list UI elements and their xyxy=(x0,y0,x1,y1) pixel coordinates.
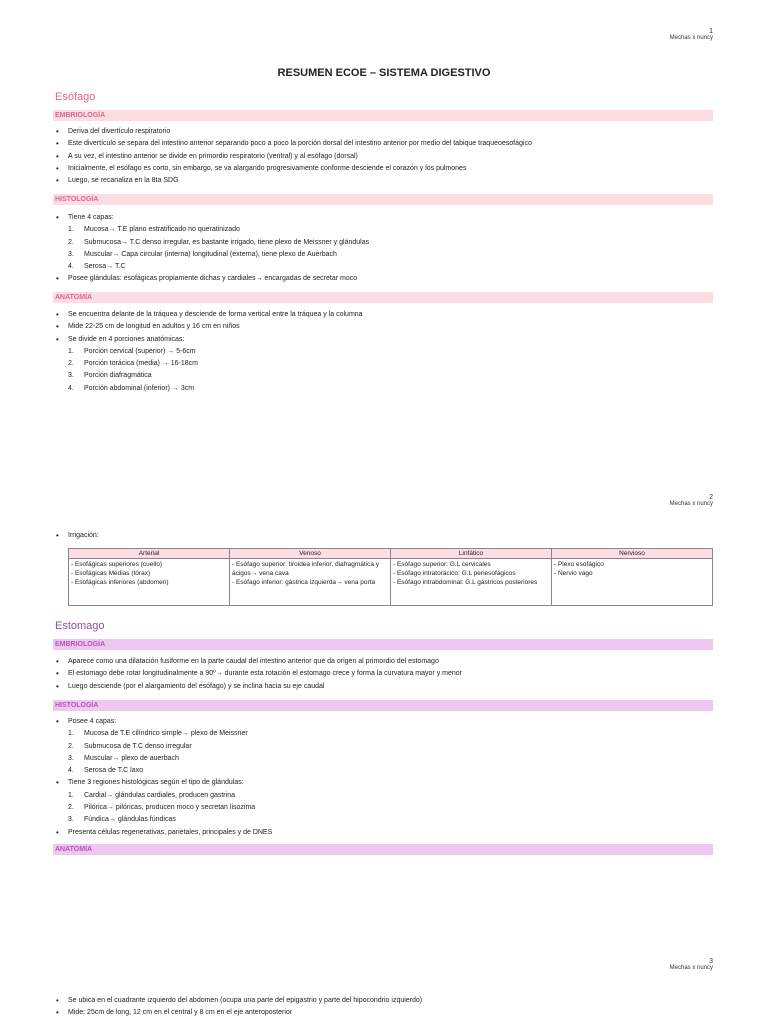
list-item: • Irrigación: xyxy=(53,530,713,542)
list-item: • El estomago debe rotar longitudinalmente a 90º→ durante esta rotación el estomago crece y forma la curvatura mayor y menor xyxy=(53,668,713,680)
table-header: Venoso xyxy=(230,549,391,559)
list-item: 3. Muscular→ plexo de auerbach xyxy=(53,753,713,765)
list-item: 1. Porción cervical (superior) → 5-6cm xyxy=(53,346,713,358)
list-item: • Se divide en 4 porciones anatómicas: xyxy=(53,334,713,346)
list-item: • Posee 4 capas: xyxy=(53,716,713,728)
list-item: 4. Serosa→ T.C xyxy=(53,261,713,273)
band-histologia: HISTOLOGÍA xyxy=(53,700,713,711)
page-author: Mechas x nuncy xyxy=(669,965,713,971)
table-cell-linfatico: - Esófago superior: G.L cervicales - Esófago intratorácico: G.L periesofágicos - Esófago intrabdominal: G.L gástricos posteriores xyxy=(391,559,552,606)
list-item: • Mide 22-25 cm de longitud en adultos y 16 cm en niños xyxy=(53,321,713,333)
table-cell-nervioso: - Plexo esofágico - Nervio vago xyxy=(552,559,713,606)
list-item: • Luego, se recanaliza en la 8ta SDG xyxy=(53,175,713,187)
estomago-embriologia-list xyxy=(53,656,713,693)
band-anatomia: ANATOMÍA xyxy=(53,844,713,855)
list-item: • Se ubica en el cuadrante izquierdo del abdomen (ocupa una parte del epigastrio y parte del hipocondrio izquierdo) xyxy=(53,995,713,1007)
page-number-3: 3 Mechas x nuncy xyxy=(669,958,713,971)
table-header: Nervioso xyxy=(552,549,713,559)
band-embriologia: EMBRIOLOGÍA xyxy=(53,110,713,121)
table-cell-arterial: - Esofágicas superiores (cuello) - Esofágicas Medias (tórax) - Esofágicas inferiores (abdomen) xyxy=(69,559,230,606)
list-item: • Deriva del divertículo respiratorio xyxy=(53,126,713,138)
list-item: 1. Mucosa→ T.E plano estratificado no queratinizado xyxy=(53,224,713,236)
section-heading-estomago: Estomago xyxy=(55,620,105,632)
list-item: 1. Cardial→ glándulas cardiales, producen gastrina xyxy=(53,790,713,802)
list-item: • Mide: 25cm de long, 12 cm en el central y 8 cm en el eje anteroposterior xyxy=(53,1007,713,1019)
list-item: • A su vez, el intestino anterior se divide en primordio respiratorio (ventral) y al esófago (dorsal) xyxy=(53,151,713,163)
estomago-anatomia-list xyxy=(53,995,713,1020)
band-anatomia: ANATOMÍA xyxy=(53,292,713,303)
page-author: Mechas x nuncy xyxy=(669,35,713,41)
irrigacion-table xyxy=(68,548,713,606)
list-item: • Este divertículo se separa del intestino anterior separando poco a poco la porción dorsal del intestino anterior por medio del tabique traqueoesofágico xyxy=(53,138,713,150)
list-item: • Inicialmente, el esófago es corto, sin embargo, se va alargando progresivamente conforme desciende el corazón y los pulmones xyxy=(53,163,713,175)
table-cell-venoso: - Esófago superior: tiroidea inferior, diafragmática y ácigos→ vena cava - Esófago inferior: gástrica izquierda→ vena porta xyxy=(230,559,391,606)
table-row xyxy=(69,559,713,606)
esofago-embriologia-list xyxy=(53,126,713,187)
document-title: RESUMEN ECOE – SISTEMA DIGESTIVO xyxy=(277,67,491,79)
page-number-1: 1 Mechas x nuncy xyxy=(669,28,713,41)
list-item: 4. Porción abdominal (inferior) → 3cm xyxy=(53,383,713,395)
irrigacion-list xyxy=(53,530,713,542)
list-item: • Tiene 3 regiones histológicas según el tipo de glándulas: xyxy=(53,777,713,789)
list-item: 2. Porción torácica (media) → 16-18cm xyxy=(53,358,713,370)
esofago-histologia-list xyxy=(53,212,713,286)
section-heading-esofago: Esófago xyxy=(55,91,96,103)
table-header-row xyxy=(69,549,713,559)
list-item: • Luego desciende (por el alargamiento del esófago) y se inclina hacia su eje caudal xyxy=(53,681,713,693)
list-item: • Posee glándulas: esofágicas propiamente dichas y cardiales→ encargadas de secretar moco xyxy=(53,273,713,285)
list-item: 3. Porción diafragmática xyxy=(53,370,713,382)
list-item: 3. Muscular→ Capa circular (interna) longitudinal (externa), tiene plexo de Auerbach xyxy=(53,249,713,261)
page-author: Mechas x nuncy xyxy=(669,501,713,507)
band-embriologia: EMBRIOLOGÍA xyxy=(53,639,713,650)
band-histologia: HISTOLOGÍA xyxy=(53,194,713,205)
page-number-2: 2 Mechas x nuncy xyxy=(669,494,713,507)
list-item: 1. Mucosa de T.E cilíndrico simple→ plexo de Meissner xyxy=(53,728,713,740)
list-item: 2. Submucosa→ T.C denso irregular, es bastante irrigado, tiene plexo de Meissner y glándulas xyxy=(53,237,713,249)
list-item: 4. Serosa de T.C laxo xyxy=(53,765,713,777)
list-item: 2. Pilórica→ pilóricas, producen moco y secretan lisozima xyxy=(53,802,713,814)
table-header: Linfático xyxy=(391,549,552,559)
table-header: Arterial xyxy=(69,549,230,559)
esofago-anatomia-list xyxy=(53,309,713,395)
list-item: • Tiene 4 capas: xyxy=(53,212,713,224)
list-item: • Presenta células regenerativas, parietales, principales y de DNES xyxy=(53,827,713,839)
list-item: 3. Fúndica→ glándulas fúndicas xyxy=(53,814,713,826)
list-item: • Aparece como una dilatación fusiforme en la parte caudal del intestino anterior que da origen al primordio del estomago xyxy=(53,656,713,668)
list-item: 2. Submucosa de T.C denso irregular xyxy=(53,741,713,753)
list-item: • Se encuentra delante de la tráquea y desciende de forma vertical entre la tráquea y la columna xyxy=(53,309,713,321)
estomago-histologia-list xyxy=(53,716,713,839)
